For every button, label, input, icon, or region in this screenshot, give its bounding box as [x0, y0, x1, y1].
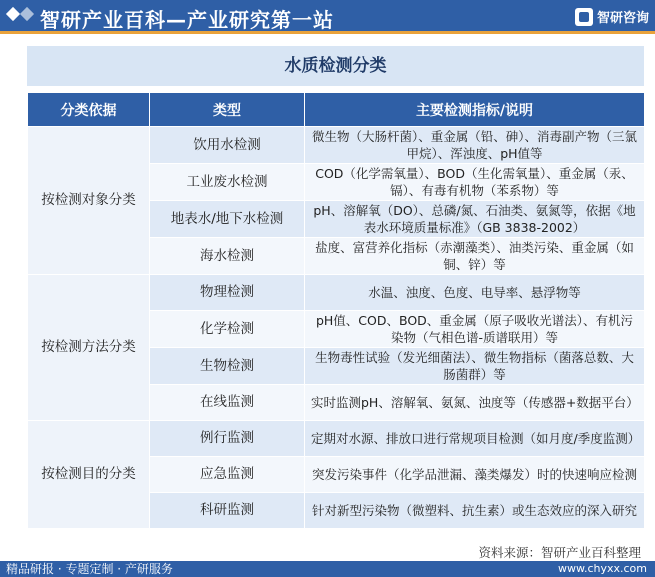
footer-bar	[0, 561, 655, 577]
column-header: 分类依据	[28, 93, 150, 127]
table-header-row	[28, 93, 645, 127]
desc-cell: pH、溶解氧（DO）、总磷/氮、石油类、氨氮等，依据《地表水环境质量标准》（GB 3838-2002）	[305, 201, 645, 238]
type-cell: 科研监测	[150, 493, 305, 529]
type-cell: 地表水/地下水检测	[150, 201, 305, 238]
table-row	[28, 421, 645, 457]
footer	[0, 543, 655, 577]
website-url: www.chyxx.com	[557, 562, 647, 575]
type-cell: 物理检测	[150, 275, 305, 311]
desc-cell: 盐度、富营养化指标（赤潮藻类）、油类污染、重金属（如铜、锌）等	[305, 238, 645, 275]
category-cell: 按检测对象分类	[28, 127, 150, 275]
diamond-icon	[6, 7, 20, 21]
type-cell: 应急监测	[150, 457, 305, 493]
desc-cell: 定期对水源、排放口进行常规项目检测（如月度/季度监测）	[305, 421, 645, 457]
source-note: 资料来源：智研产业百科整理	[478, 545, 641, 560]
column-header: 类型	[150, 93, 305, 127]
table-row	[28, 275, 645, 311]
table-row	[28, 127, 645, 164]
type-cell: 饮用水检测	[150, 127, 305, 164]
desc-cell: 实时监测pH、溶解氧、氨氮、浊度等（传感器+数据平台）	[305, 385, 645, 421]
services-text: 精品研报 · 专题定制 · 产研服务	[6, 562, 173, 576]
type-cell: 生物检测	[150, 348, 305, 385]
desc-cell: COD（化学需氧量）、BOD（生化需氧量）、重金属（汞、镉）、有毒有机物（苯系物）等	[305, 164, 645, 201]
logo-text: 智研咨询	[596, 11, 649, 26]
desc-cell: 突发污染事件（化学品泄漏、藻类爆发）时的快速响应检测	[305, 457, 645, 493]
desc-cell: 微生物（大肠杆菌）、重金属（铅、砷）、消毒副产物（三氯甲烷）、浑浊度、pH值等	[305, 127, 645, 164]
type-cell: 例行监测	[150, 421, 305, 457]
brand-logo	[575, 7, 649, 26]
column-header: 主要检测指标/说明	[305, 93, 645, 127]
type-cell: 在线监测	[150, 385, 305, 421]
type-cell: 工业废水检测	[150, 164, 305, 201]
diamond-icon	[20, 7, 34, 21]
desc-cell: 针对新型污染物（微塑料、抗生素）或生态效应的深入研究	[305, 493, 645, 529]
logo-icon	[575, 8, 593, 26]
category-cell: 按检测方法分类	[28, 275, 150, 421]
desc-cell: pH值、COD、BOD、重金属（原子吸收光谱法）、有机污染物（气相色谱-质谱联用）等	[305, 311, 645, 348]
type-cell: 海水检测	[150, 238, 305, 275]
classification-table	[27, 92, 645, 529]
desc-cell: 水温、浊度、色度、电导率、悬浮物等	[305, 275, 645, 311]
type-cell: 化学检测	[150, 311, 305, 348]
desc-cell: 生物毒性试验（发光细菌法）、微生物指标（菌落总数、大肠菌群）等	[305, 348, 645, 385]
category-cell: 按检测目的分类	[28, 421, 150, 529]
table-title: 水质检测分类	[27, 46, 644, 86]
banner-title: 智研产业百科—产业研究第一站	[40, 8, 334, 32]
header-banner	[0, 0, 655, 34]
